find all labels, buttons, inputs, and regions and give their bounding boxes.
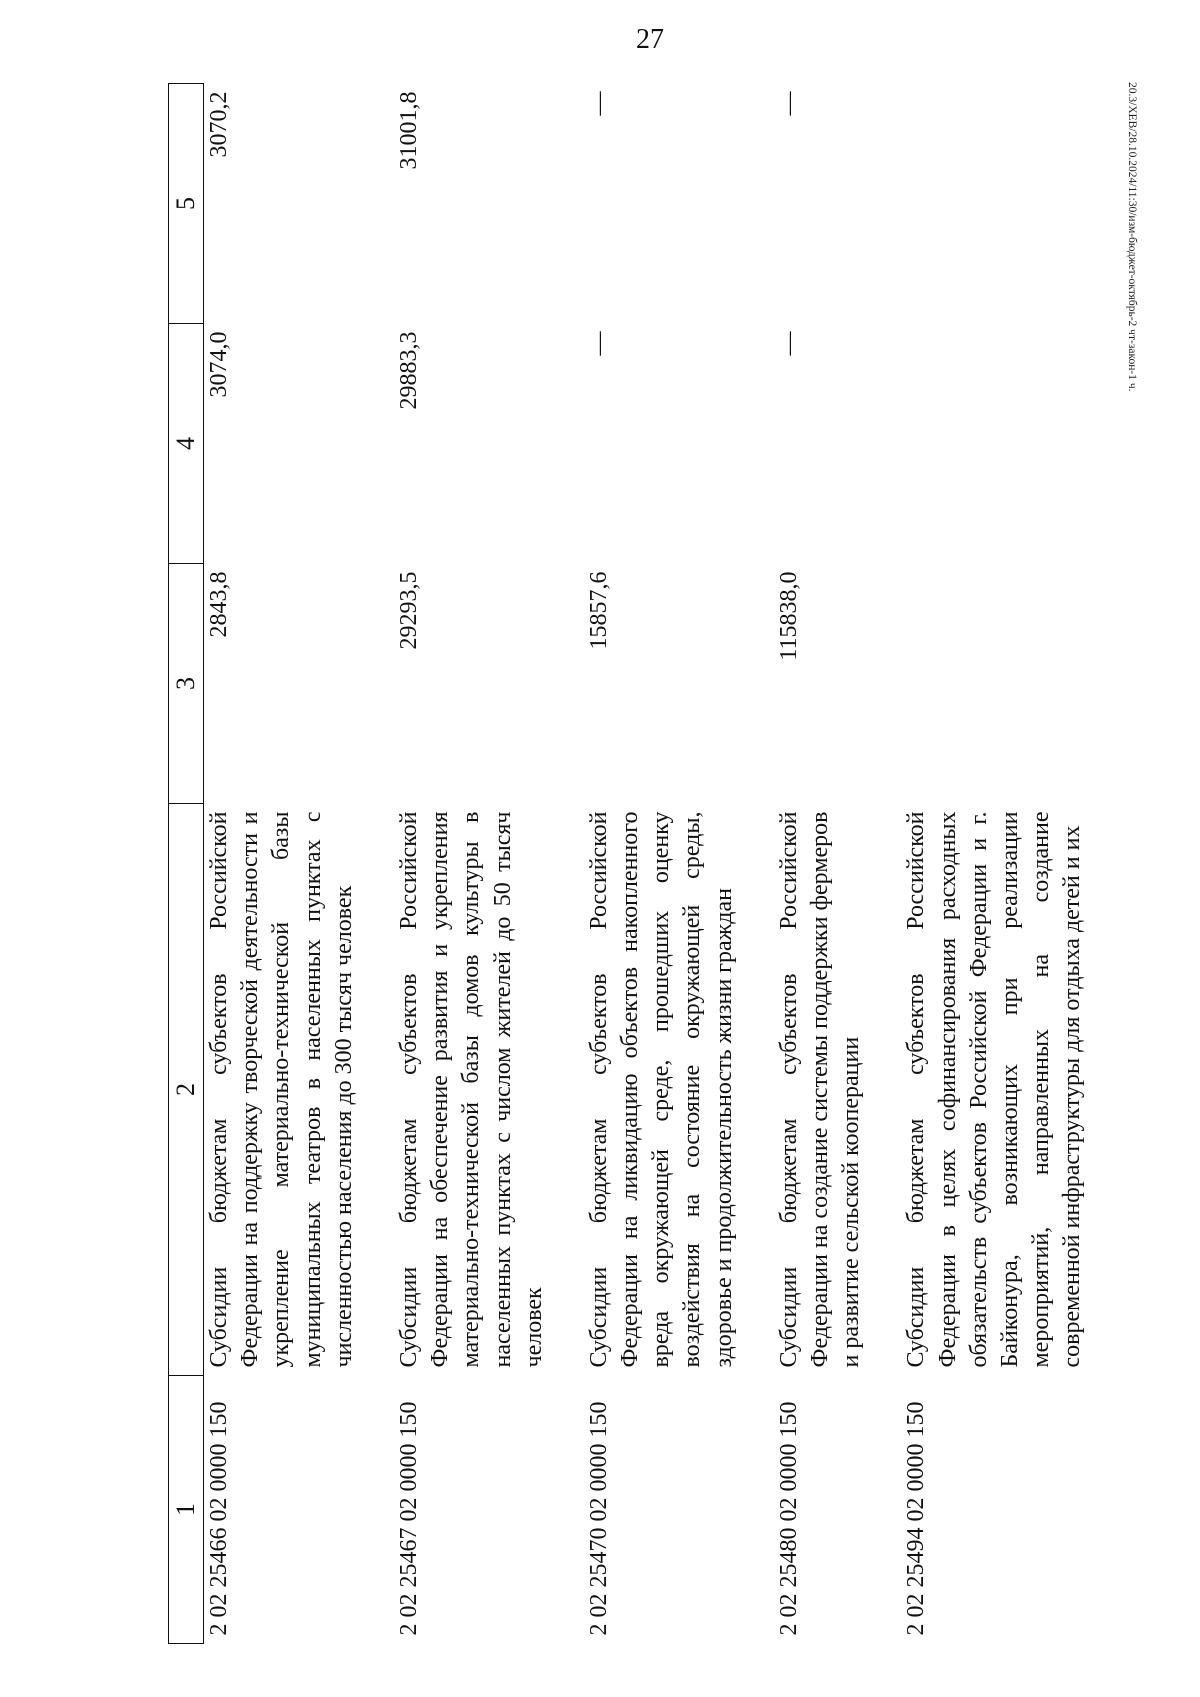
rotated-table-container [168,84,1178,1644]
column-header-1: 1 [169,1376,204,1644]
budget-code-cell: 2 02 25470 02 0000 150 [585,1401,612,1636]
amount-col3-cell: 15857,6 [585,571,612,650]
table-row [204,84,394,1644]
amount-col3-cell: 2843,8 [206,571,232,638]
amount-col5-cell: — [775,91,802,116]
amount-col4-cell: 3074,0 [206,331,232,398]
amount-col4-cell: — [585,331,612,356]
description-cell: Субсидии бюджетам субъектов Российской Федерации на создание системы поддержки фермеров и развитие сельской кооперации [775,811,865,1368]
description-cell: Субсидии бюджетам субъектов Российской Федерации на ликвидацию объектов накопленного вреда окружающей среде, прошедших оценку воздействия на состояние окружающей среды, здоровье и продолжительность жизни граждан [585,811,737,1368]
amount-col3-cell: 29293,5 [395,571,422,650]
description-cell: Субсидии бюджетам субъектов Российской Федерации на обеспечение развития и укрепления материально-технической базы домов культуры в населенных пунктах с числом жителей до 50 тысяч человек [395,811,547,1368]
amount-col5-cell [901,84,1122,324]
budget-code-cell: 2 02 25480 02 0000 150 [775,1401,802,1636]
table-row [901,84,1122,1644]
amount-col4-cell: 29883,3 [395,331,422,410]
table-row [774,84,902,1644]
budget-code-cell: 2 02 25467 02 0000 150 [395,1401,422,1636]
description-cell: Субсидии бюджетам субъектов Российской Федерации на поддержку творческой деятельности и укрепление материально-технической базы муниципальных театров в населенных пунктах с численностью населения до 300 тысяч человек [206,811,357,1368]
amount-col4-cell [901,324,1122,564]
table-row [394,84,584,1644]
amount-col3-cell [901,564,1122,804]
column-header-2: 2 [169,804,204,1376]
amount-col5-cell: — [585,91,612,116]
column-header-4: 4 [169,324,204,564]
amount-col5-cell: 3070,2 [206,91,232,158]
budget-code-cell: 2 02 25466 02 0000 150 [206,1401,232,1636]
table-row [584,84,774,1644]
amount-col5-cell: 31001,8 [395,91,422,170]
column-header-3: 3 [169,564,204,804]
budget-table [168,83,1123,1644]
budget-code-cell: 2 02 25494 02 0000 150 [903,1401,930,1636]
amount-col3-cell: 115838,0 [775,571,802,661]
description-cell: Субсидии бюджетам субъектов Российской Федерации в целях софинансирования расходных обязательств субъектов Российской Федерации и г. Байконура, возникающих при реализации мероприятий, направленных на создание современной инфраструктуры для отдыха детей и их [903,811,1086,1368]
table-header-row [169,84,204,1644]
amount-col4-cell: — [775,331,802,356]
page-number: 27 [636,24,664,55]
column-header-5: 5 [169,84,204,324]
document-reference-note: 20.3/ХЕВ/28.10.2024/11:30/изм-бюджет-октябрь-2 чт-закон-1 ч. [1126,82,1138,392]
